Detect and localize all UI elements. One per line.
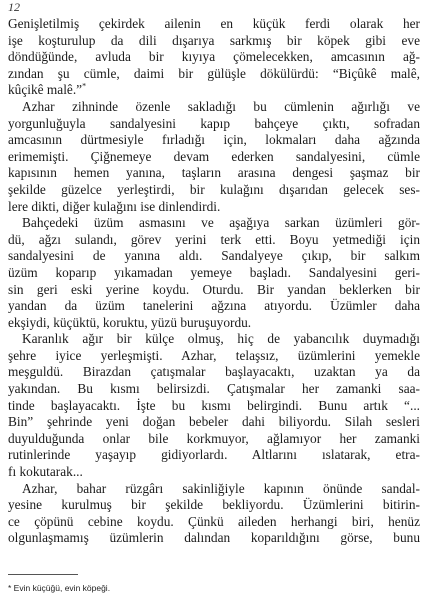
footnote-rule: [8, 574, 78, 575]
text-line: kûçikê malê.”*: [8, 82, 87, 98]
footnote: * Evin küçüğü, evin köpeği.: [8, 583, 111, 593]
page-number: 12: [8, 0, 20, 14]
text-line: rutinlerinde yaşayıp gidiyorlardı. Altlarını ıslatarak, etra-: [8, 447, 420, 463]
text-line: fı kokutarak...: [8, 464, 83, 480]
text-line: yandan da üzüm tanelerini ağzına atıyordu. Üzümler daha: [8, 298, 420, 314]
text-line: dü, ağzı sulandı, görev yerini terk etti. Boyu yetmediği için: [8, 231, 420, 247]
text-line: Karanlık ağır bir külçe olmuş, hiç de yabancılık duymadığı: [22, 331, 420, 347]
text-line: sin geri eski yerine koydu. Oturdu. Bir yandan beklerken bir: [8, 281, 420, 297]
text-line: Bahçedeki üzüm asmasını ve aşağıya sarkan üzümleri gör-: [22, 215, 420, 231]
text-line: şehre iyice yerleşmişti. Azhar, telaşsız, üzümlerini yemekle: [8, 347, 420, 363]
text-line: lere dikti, diğer kulağını ise dinlendirdi.: [8, 198, 221, 214]
paragraph: [8, 215, 420, 331]
text-line: amcasının dürtmesiyle fırladığı için, lokmaları daha ağzında: [8, 132, 420, 148]
text-line: ce çöpünü cebine koydu. Çünkü aileden herhangi biri, henüz: [8, 513, 420, 529]
text-line: üzüm koparıp yıkamadan yemeye başladı. Sandalyesini geri-: [8, 264, 420, 280]
text-line: zından şu cümle, daimi bir gülüşle dökülürdü: “Biçûkê malê,: [8, 65, 420, 81]
paragraph: [8, 16, 420, 99]
paragraph: [8, 481, 420, 547]
text-line: Genişletilmiş çekirdek ailenin en küçük ferdi olarak her: [8, 16, 420, 31]
text-line: Bin” şehrinde yeni doğan bebeler dahi biliyordu. Silah sesleri: [8, 414, 420, 430]
text-line: ekşiydi, küçüktü, koruktu, yüzü buruşuyordu.: [8, 314, 252, 330]
text-line: Azhar, bahar rüzgârı sakinliğiyle kapının önünde sandal-: [22, 480, 420, 496]
paragraph: [8, 331, 420, 480]
text-line: duyulduğunda onlar bile korkmuyor, ağlamıyor her zamanki: [8, 430, 420, 446]
text-line: kapısının hemen yanına, taşların arasına dengesi şaşmaz bir: [8, 165, 420, 181]
text-line: tinde başlayacaktı. İşte bu kısmı belirgindi. Bunu artık “...: [8, 397, 420, 413]
text-line: yorgunluğuyla sandalyesini kapıp bahçeye çıktı, sofradan: [8, 115, 420, 131]
text-line: yakından. Bu kısmı belirsizdi. Çatışmalar her zamanki saa-: [8, 381, 420, 397]
paragraph: [8, 99, 420, 215]
text-line: döndüğünde, avluda bir kıyıya çömelecekken, amcasının ağ-: [8, 49, 420, 65]
text-line: işe koşturulup da dili dışarıya sarkmış bir köpek gibi eve: [8, 32, 420, 48]
text-line: olgunlaşmamış üzümlerin dalından koparıldığını görse, bunu: [8, 530, 420, 546]
text-line: şekilde güzelce yerleştirdi, bir kulağını dışarıdan gelecek ses-: [8, 181, 420, 197]
text-line: erimemişti. Çiğnemeye devam ederken sandalyesini, cümle: [8, 148, 420, 164]
text-line: meşguldü. Birazdan çatışmalar başlayacaktı, uzaktan ya da: [8, 364, 420, 380]
body-text: [8, 16, 420, 547]
text-line: sandalyesini de yanına aldı. Sandalyeye çıkıp, bir salkım: [8, 248, 420, 264]
text-line: yesine kurulmuş bir şekilde bekliyordu. Üzümlerini bitirin-: [8, 497, 420, 513]
footnote-marker: *: [82, 82, 87, 91]
text-line: Azhar zihninde özenle sakladığı bu cümlenin ağırlığı ve: [22, 98, 420, 114]
